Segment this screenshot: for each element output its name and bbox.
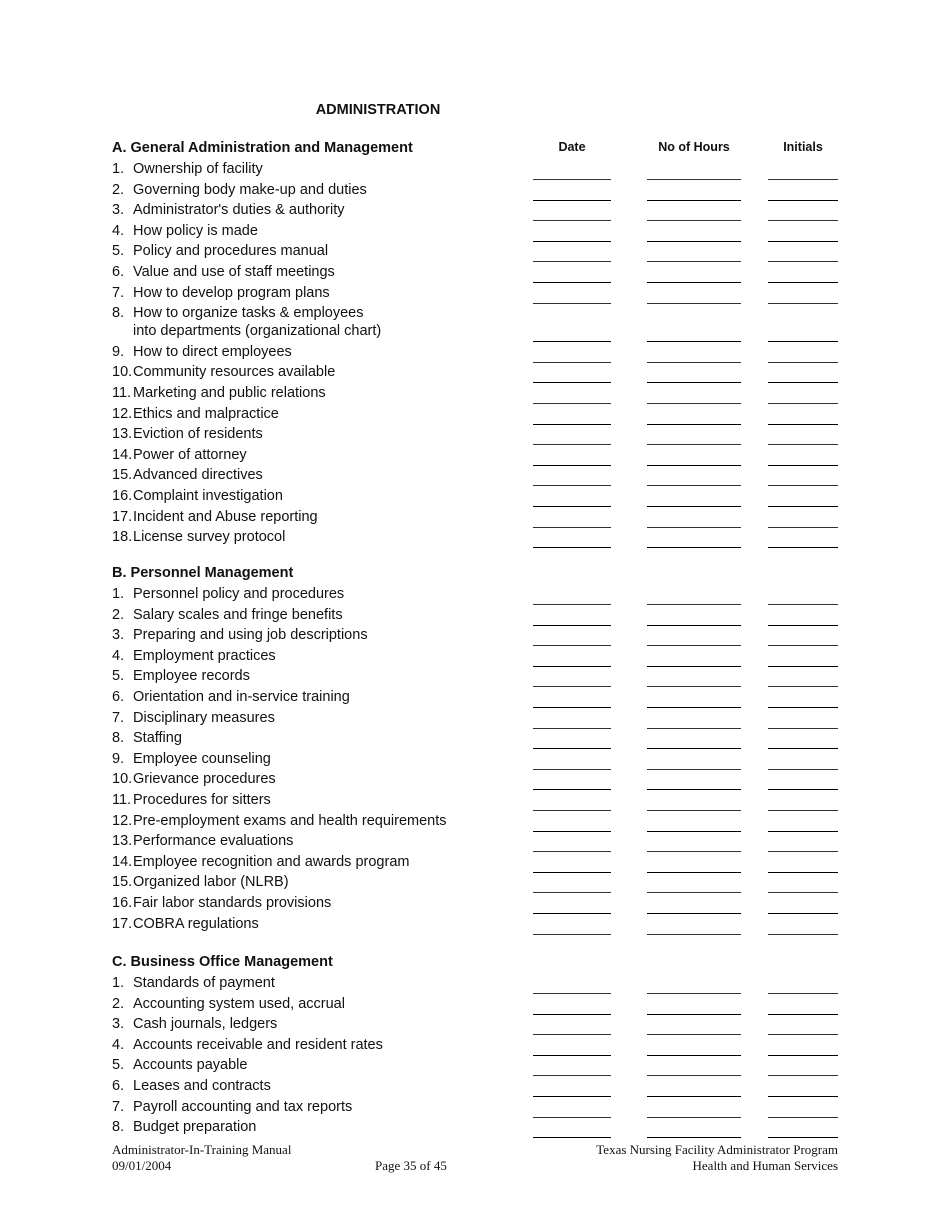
checklist-item	[112, 425, 263, 443]
item-number: 1.	[112, 975, 125, 991]
initials-blank-line[interactable]	[768, 810, 838, 811]
initials-blank-line[interactable]	[768, 341, 838, 342]
page-title: ADMINISTRATION	[315, 102, 441, 118]
item-number: 8.	[112, 730, 125, 747]
date-blank-line[interactable]	[533, 485, 611, 486]
item-number: 2.	[112, 181, 125, 198]
hours-blank-line[interactable]	[647, 1096, 741, 1097]
date-blank-line[interactable]	[533, 913, 611, 914]
item-text: COBRA regulations	[133, 915, 259, 932]
checklist-item	[112, 466, 263, 484]
hours-blank-line[interactable]	[647, 241, 741, 242]
initials-blank-line[interactable]	[768, 527, 838, 528]
item-text: Standards of payment	[133, 975, 275, 991]
item-number: 8.	[112, 1119, 125, 1136]
hours-blank-line[interactable]	[647, 424, 741, 425]
date-blank-line[interactable]	[533, 547, 611, 548]
hours-blank-line[interactable]	[647, 666, 741, 667]
hours-blank-line[interactable]	[647, 200, 741, 201]
checklist-item	[112, 201, 345, 219]
date-blank-line[interactable]	[533, 769, 611, 770]
hours-blank-line[interactable]	[647, 382, 741, 383]
initials-blank-line[interactable]	[768, 1075, 838, 1076]
item-number: 10.	[112, 364, 133, 381]
item-text: Marketing and public relations	[133, 385, 326, 401]
item-number: 6.	[112, 264, 125, 280]
date-blank-line[interactable]	[533, 686, 611, 687]
initials-blank-line[interactable]	[768, 241, 838, 242]
date-column-header: Date	[558, 140, 586, 154]
item-number: 14.	[112, 853, 133, 870]
item-number: 7.	[112, 284, 125, 301]
hours-blank-line[interactable]	[647, 403, 741, 404]
hours-blank-line[interactable]	[647, 831, 741, 832]
hours-blank-line[interactable]	[647, 1075, 741, 1076]
date-blank-line[interactable]	[533, 1014, 611, 1015]
item-number: 15.	[112, 874, 133, 891]
date-blank-line[interactable]	[533, 993, 611, 994]
hours-blank-line[interactable]	[647, 1014, 741, 1015]
initials-blank-line[interactable]	[768, 707, 838, 708]
hours-blank-line[interactable]	[647, 934, 741, 935]
date-blank-line[interactable]	[533, 851, 611, 852]
hours-blank-line[interactable]	[647, 769, 741, 770]
item-number: 5.	[112, 668, 125, 685]
date-blank-line[interactable]	[533, 179, 611, 180]
item-text: Procedures for sitters	[133, 792, 271, 808]
hours-blank-line[interactable]	[647, 810, 741, 811]
date-blank-line[interactable]	[533, 872, 611, 873]
initials-blank-line[interactable]	[768, 728, 838, 729]
item-number: 9.	[112, 343, 125, 360]
item-text: Governing body make-up and duties	[133, 181, 367, 198]
item-text-continued: into departments (organizational chart)	[133, 323, 382, 340]
checklist-item	[112, 647, 276, 665]
initials-blank-line[interactable]	[768, 1137, 838, 1138]
item-text: Employment practices	[133, 647, 276, 664]
date-blank-line[interactable]	[533, 1137, 611, 1138]
checklist-item	[112, 1098, 352, 1116]
footer-date: 09/01/2004	[112, 1158, 172, 1173]
date-blank-line[interactable]	[533, 707, 611, 708]
hours-blank-line[interactable]	[647, 465, 741, 466]
date-blank-line[interactable]	[533, 382, 611, 383]
checklist-item	[112, 709, 275, 727]
hours-blank-line[interactable]	[647, 1117, 741, 1118]
checklist-item	[112, 363, 335, 381]
footer-page-number: Page 35 of 45	[375, 1158, 447, 1173]
item-number: 3.	[112, 627, 125, 644]
date-blank-line[interactable]	[533, 444, 611, 445]
initials-blank-line[interactable]	[768, 424, 838, 425]
footer-right	[596, 1142, 838, 1174]
item-number: 15.	[112, 467, 133, 484]
initials-blank-line[interactable]	[768, 748, 838, 749]
checklist-item	[112, 915, 259, 933]
checklist-item	[112, 304, 381, 340]
item-text: Employee records	[133, 668, 250, 685]
checklist-item	[112, 343, 292, 361]
initials-blank-line[interactable]	[768, 604, 838, 605]
checklist-item	[112, 585, 344, 603]
checklist-item	[112, 853, 409, 871]
checklist-item	[112, 995, 345, 1013]
checklist-item	[112, 688, 350, 706]
item-text: Personnel policy and procedures	[133, 586, 345, 602]
date-blank-line[interactable]	[533, 220, 611, 221]
date-blank-line[interactable]	[533, 604, 611, 605]
date-blank-line[interactable]	[533, 1075, 611, 1076]
item-number: 6.	[112, 689, 125, 705]
hours-blank-line[interactable]	[647, 547, 741, 548]
date-blank-line[interactable]	[533, 241, 611, 242]
item-text: Payroll accounting and tax reports	[133, 1098, 353, 1115]
initials-blank-line[interactable]	[768, 831, 838, 832]
initials-blank-line[interactable]	[768, 769, 838, 770]
footer-manual-title: Administrator-In-Training Manual	[112, 1142, 292, 1157]
hours-blank-line[interactable]	[647, 993, 741, 994]
initials-blank-line[interactable]	[768, 506, 838, 507]
initials-blank-line[interactable]	[768, 382, 838, 383]
date-blank-line[interactable]	[533, 1055, 611, 1056]
checklist-item	[112, 770, 276, 788]
hours-blank-line[interactable]	[647, 362, 741, 363]
initials-blank-line[interactable]	[768, 851, 838, 852]
checklist-item	[112, 384, 326, 402]
item-text: How to organize tasks & employees	[133, 305, 364, 322]
item-number: 3.	[112, 202, 125, 219]
item-text: Disciplinary measures	[133, 709, 275, 726]
hours-blank-line[interactable]	[647, 527, 741, 528]
hours-blank-line[interactable]	[647, 872, 741, 873]
initials-blank-line[interactable]	[768, 1055, 838, 1056]
item-text: How to direct employees	[133, 343, 292, 360]
item-number: 12.	[112, 405, 133, 422]
checklist-item	[112, 508, 318, 526]
checklist-item	[112, 791, 271, 809]
date-blank-line[interactable]	[533, 1117, 611, 1118]
item-number: 8.	[112, 305, 125, 322]
initials-blank-line[interactable]	[768, 303, 838, 304]
date-blank-line[interactable]	[533, 934, 611, 935]
date-blank-line[interactable]	[533, 527, 611, 528]
footer-left	[112, 1142, 291, 1174]
item-text: Salary scales and fringe benefits	[133, 606, 343, 623]
item-text: Community resources available	[133, 364, 336, 381]
item-text: How policy is made	[133, 222, 258, 239]
checklist-item	[112, 263, 335, 281]
item-number: 7.	[112, 1098, 125, 1115]
hours-blank-line[interactable]	[647, 728, 741, 729]
section-heading: B. Personnel Management	[112, 565, 294, 581]
item-text: License survey protocol	[133, 529, 286, 546]
initials-blank-line[interactable]	[768, 993, 838, 994]
hours-blank-line[interactable]	[647, 261, 741, 262]
item-number: 18.	[112, 529, 133, 546]
checklist-item	[112, 1077, 271, 1095]
item-text: Eviction of residents	[133, 426, 263, 443]
checklist-item	[112, 894, 331, 912]
item-text: Cash journals, ledgers	[133, 1016, 278, 1033]
item-text: Performance evaluations	[133, 833, 294, 850]
initials-blank-line[interactable]	[768, 872, 838, 873]
section-heading: A. General Administration and Management	[112, 140, 413, 156]
hours-blank-line[interactable]	[647, 707, 741, 708]
initials-blank-line[interactable]	[768, 282, 838, 283]
item-number: 17.	[112, 915, 133, 932]
date-blank-line[interactable]	[533, 341, 611, 342]
hours-blank-line[interactable]	[647, 913, 741, 914]
item-number: 13.	[112, 833, 133, 850]
hours-blank-line[interactable]	[647, 748, 741, 749]
initials-blank-line[interactable]	[768, 444, 838, 445]
checklist-item	[112, 181, 367, 199]
initials-blank-line[interactable]	[768, 789, 838, 790]
item-number: 4.	[112, 222, 125, 239]
hours-blank-line[interactable]	[647, 341, 741, 342]
initials-blank-line[interactable]	[768, 666, 838, 667]
item-number: 1.	[112, 161, 125, 177]
hours-blank-line[interactable]	[647, 1034, 741, 1035]
item-number: 4.	[112, 1036, 125, 1053]
item-number: 4.	[112, 647, 125, 664]
hours-blank-line[interactable]	[647, 282, 741, 283]
checklist-item	[112, 606, 343, 624]
item-text: Complaint investigation	[133, 488, 283, 504]
checklist-item	[112, 1036, 383, 1054]
item-number: 5.	[112, 243, 125, 260]
date-blank-line[interactable]	[533, 831, 611, 832]
hours-blank-line[interactable]	[647, 604, 741, 605]
checklist-item	[112, 242, 328, 260]
hours-blank-line[interactable]	[647, 444, 741, 445]
item-number: 11.	[112, 792, 132, 808]
item-text: Value and use of staff meetings	[133, 264, 335, 280]
checklist-item	[112, 222, 258, 240]
item-number: 17.	[112, 508, 133, 525]
footer-program-name: Texas Nursing Facility Administrator Program	[596, 1142, 838, 1157]
hours-blank-line[interactable]	[647, 179, 741, 180]
item-number: 11.	[112, 385, 132, 401]
item-text: Staffing	[133, 730, 182, 747]
hours-blank-line[interactable]	[647, 851, 741, 852]
initials-blank-line[interactable]	[768, 686, 838, 687]
checklist-item	[112, 812, 447, 830]
initials-blank-line[interactable]	[768, 892, 838, 893]
item-text: Policy and procedures manual	[133, 243, 329, 260]
date-blank-line[interactable]	[533, 1034, 611, 1035]
date-blank-line[interactable]	[533, 666, 611, 667]
hours-blank-line[interactable]	[647, 1137, 741, 1138]
item-text: Ownership of facility	[133, 161, 263, 177]
item-number: 10.	[112, 771, 133, 788]
hours-blank-line[interactable]	[647, 485, 741, 486]
item-text: Organized labor (NLRB)	[133, 874, 289, 891]
checklist-item	[112, 974, 275, 992]
checklist-item	[112, 487, 283, 505]
date-blank-line[interactable]	[533, 506, 611, 507]
initials-blank-line[interactable]	[768, 200, 838, 201]
date-blank-line[interactable]	[533, 810, 611, 811]
date-blank-line[interactable]	[533, 282, 611, 283]
initials-blank-line[interactable]	[768, 362, 838, 363]
checklist-item	[112, 729, 182, 747]
initials-blank-line[interactable]	[768, 220, 838, 221]
item-number: 2.	[112, 606, 125, 623]
date-blank-line[interactable]	[533, 625, 611, 626]
checklist-item	[112, 873, 289, 891]
initials-blank-line[interactable]	[768, 625, 838, 626]
footer-agency-name: Health and Human Services	[692, 1158, 838, 1173]
date-blank-line[interactable]	[533, 789, 611, 790]
item-text: Accounts receivable and resident rates	[133, 1036, 383, 1053]
checklist-item	[112, 832, 293, 850]
checklist-item	[112, 667, 250, 685]
hours-column-header: No of Hours	[658, 140, 730, 154]
date-blank-line[interactable]	[533, 1096, 611, 1097]
initials-blank-line[interactable]	[768, 261, 838, 262]
checklist-item	[112, 626, 368, 644]
item-text: How to develop program plans	[133, 284, 330, 301]
item-number: 2.	[112, 995, 125, 1012]
date-blank-line[interactable]	[533, 892, 611, 893]
date-blank-line[interactable]	[533, 403, 611, 404]
hours-blank-line[interactable]	[647, 220, 741, 221]
date-blank-line[interactable]	[533, 424, 611, 425]
checklist-item	[112, 446, 247, 464]
item-number: 16.	[112, 488, 133, 504]
item-text: Accounts payable	[133, 1057, 248, 1074]
checklist-item	[112, 405, 279, 423]
item-text: Advanced directives	[133, 467, 263, 484]
item-text: Orientation and in-service training	[133, 689, 350, 705]
item-number: 5.	[112, 1057, 125, 1074]
item-text: Leases and contracts	[133, 1078, 271, 1094]
initials-blank-line[interactable]	[768, 485, 838, 486]
initials-blank-line[interactable]	[768, 547, 838, 548]
checklist-item	[112, 1118, 256, 1136]
item-number: 6.	[112, 1078, 125, 1094]
item-number: 3.	[112, 1016, 125, 1033]
initials-column-header: Initials	[783, 140, 823, 154]
hours-blank-line[interactable]	[647, 789, 741, 790]
item-number: 1.	[112, 586, 125, 602]
item-text: Pre-employment exams and health requirements	[133, 812, 447, 829]
item-text: Budget preparation	[133, 1119, 257, 1136]
item-text: Fair labor standards provisions	[133, 895, 332, 911]
item-text: Administrator's duties & authority	[133, 202, 345, 219]
checklist-item	[112, 1056, 247, 1074]
checklist-item	[112, 284, 330, 302]
initials-blank-line[interactable]	[768, 1117, 838, 1118]
hours-blank-line[interactable]	[647, 645, 741, 646]
checklist-item	[112, 528, 285, 546]
date-blank-line[interactable]	[533, 200, 611, 201]
initials-blank-line[interactable]	[768, 1096, 838, 1097]
item-text: Preparing and using job descriptions	[133, 627, 368, 644]
item-text: Grievance procedures	[133, 771, 276, 788]
date-blank-line[interactable]	[533, 728, 611, 729]
initials-blank-line[interactable]	[768, 645, 838, 646]
section-heading: C. Business Office Management	[112, 954, 333, 970]
initials-blank-line[interactable]	[768, 913, 838, 914]
initials-blank-line[interactable]	[768, 934, 838, 935]
date-blank-line[interactable]	[533, 748, 611, 749]
date-blank-line[interactable]	[533, 645, 611, 646]
hours-blank-line[interactable]	[647, 1055, 741, 1056]
item-text: Ethics and malpractice	[133, 405, 279, 422]
item-text: Power of attorney	[133, 446, 247, 463]
hours-blank-line[interactable]	[647, 686, 741, 687]
date-blank-line[interactable]	[533, 303, 611, 304]
item-text: Employee counseling	[133, 750, 271, 767]
item-text: Employee recognition and awards program	[133, 853, 410, 870]
hours-blank-line[interactable]	[647, 303, 741, 304]
item-text: Accounting system used, accrual	[133, 995, 345, 1012]
item-number: 13.	[112, 426, 133, 443]
item-text: Incident and Abuse reporting	[133, 508, 318, 525]
item-number: 16.	[112, 895, 133, 911]
item-number: 9.	[112, 750, 125, 767]
initials-blank-line[interactable]	[768, 403, 838, 404]
initials-blank-line[interactable]	[768, 1034, 838, 1035]
hours-blank-line[interactable]	[647, 892, 741, 893]
date-blank-line[interactable]	[533, 261, 611, 262]
checklist-item	[112, 750, 271, 768]
date-blank-line[interactable]	[533, 362, 611, 363]
item-number: 14.	[112, 446, 133, 463]
initials-blank-line[interactable]	[768, 465, 838, 466]
initials-blank-line[interactable]	[768, 179, 838, 180]
hours-blank-line[interactable]	[647, 625, 741, 626]
checklist-item	[112, 160, 263, 178]
checklist-item	[112, 1015, 277, 1033]
item-number: 7.	[112, 709, 125, 726]
hours-blank-line[interactable]	[647, 506, 741, 507]
initials-blank-line[interactable]	[768, 1014, 838, 1015]
date-blank-line[interactable]	[533, 465, 611, 466]
item-number: 12.	[112, 812, 133, 829]
